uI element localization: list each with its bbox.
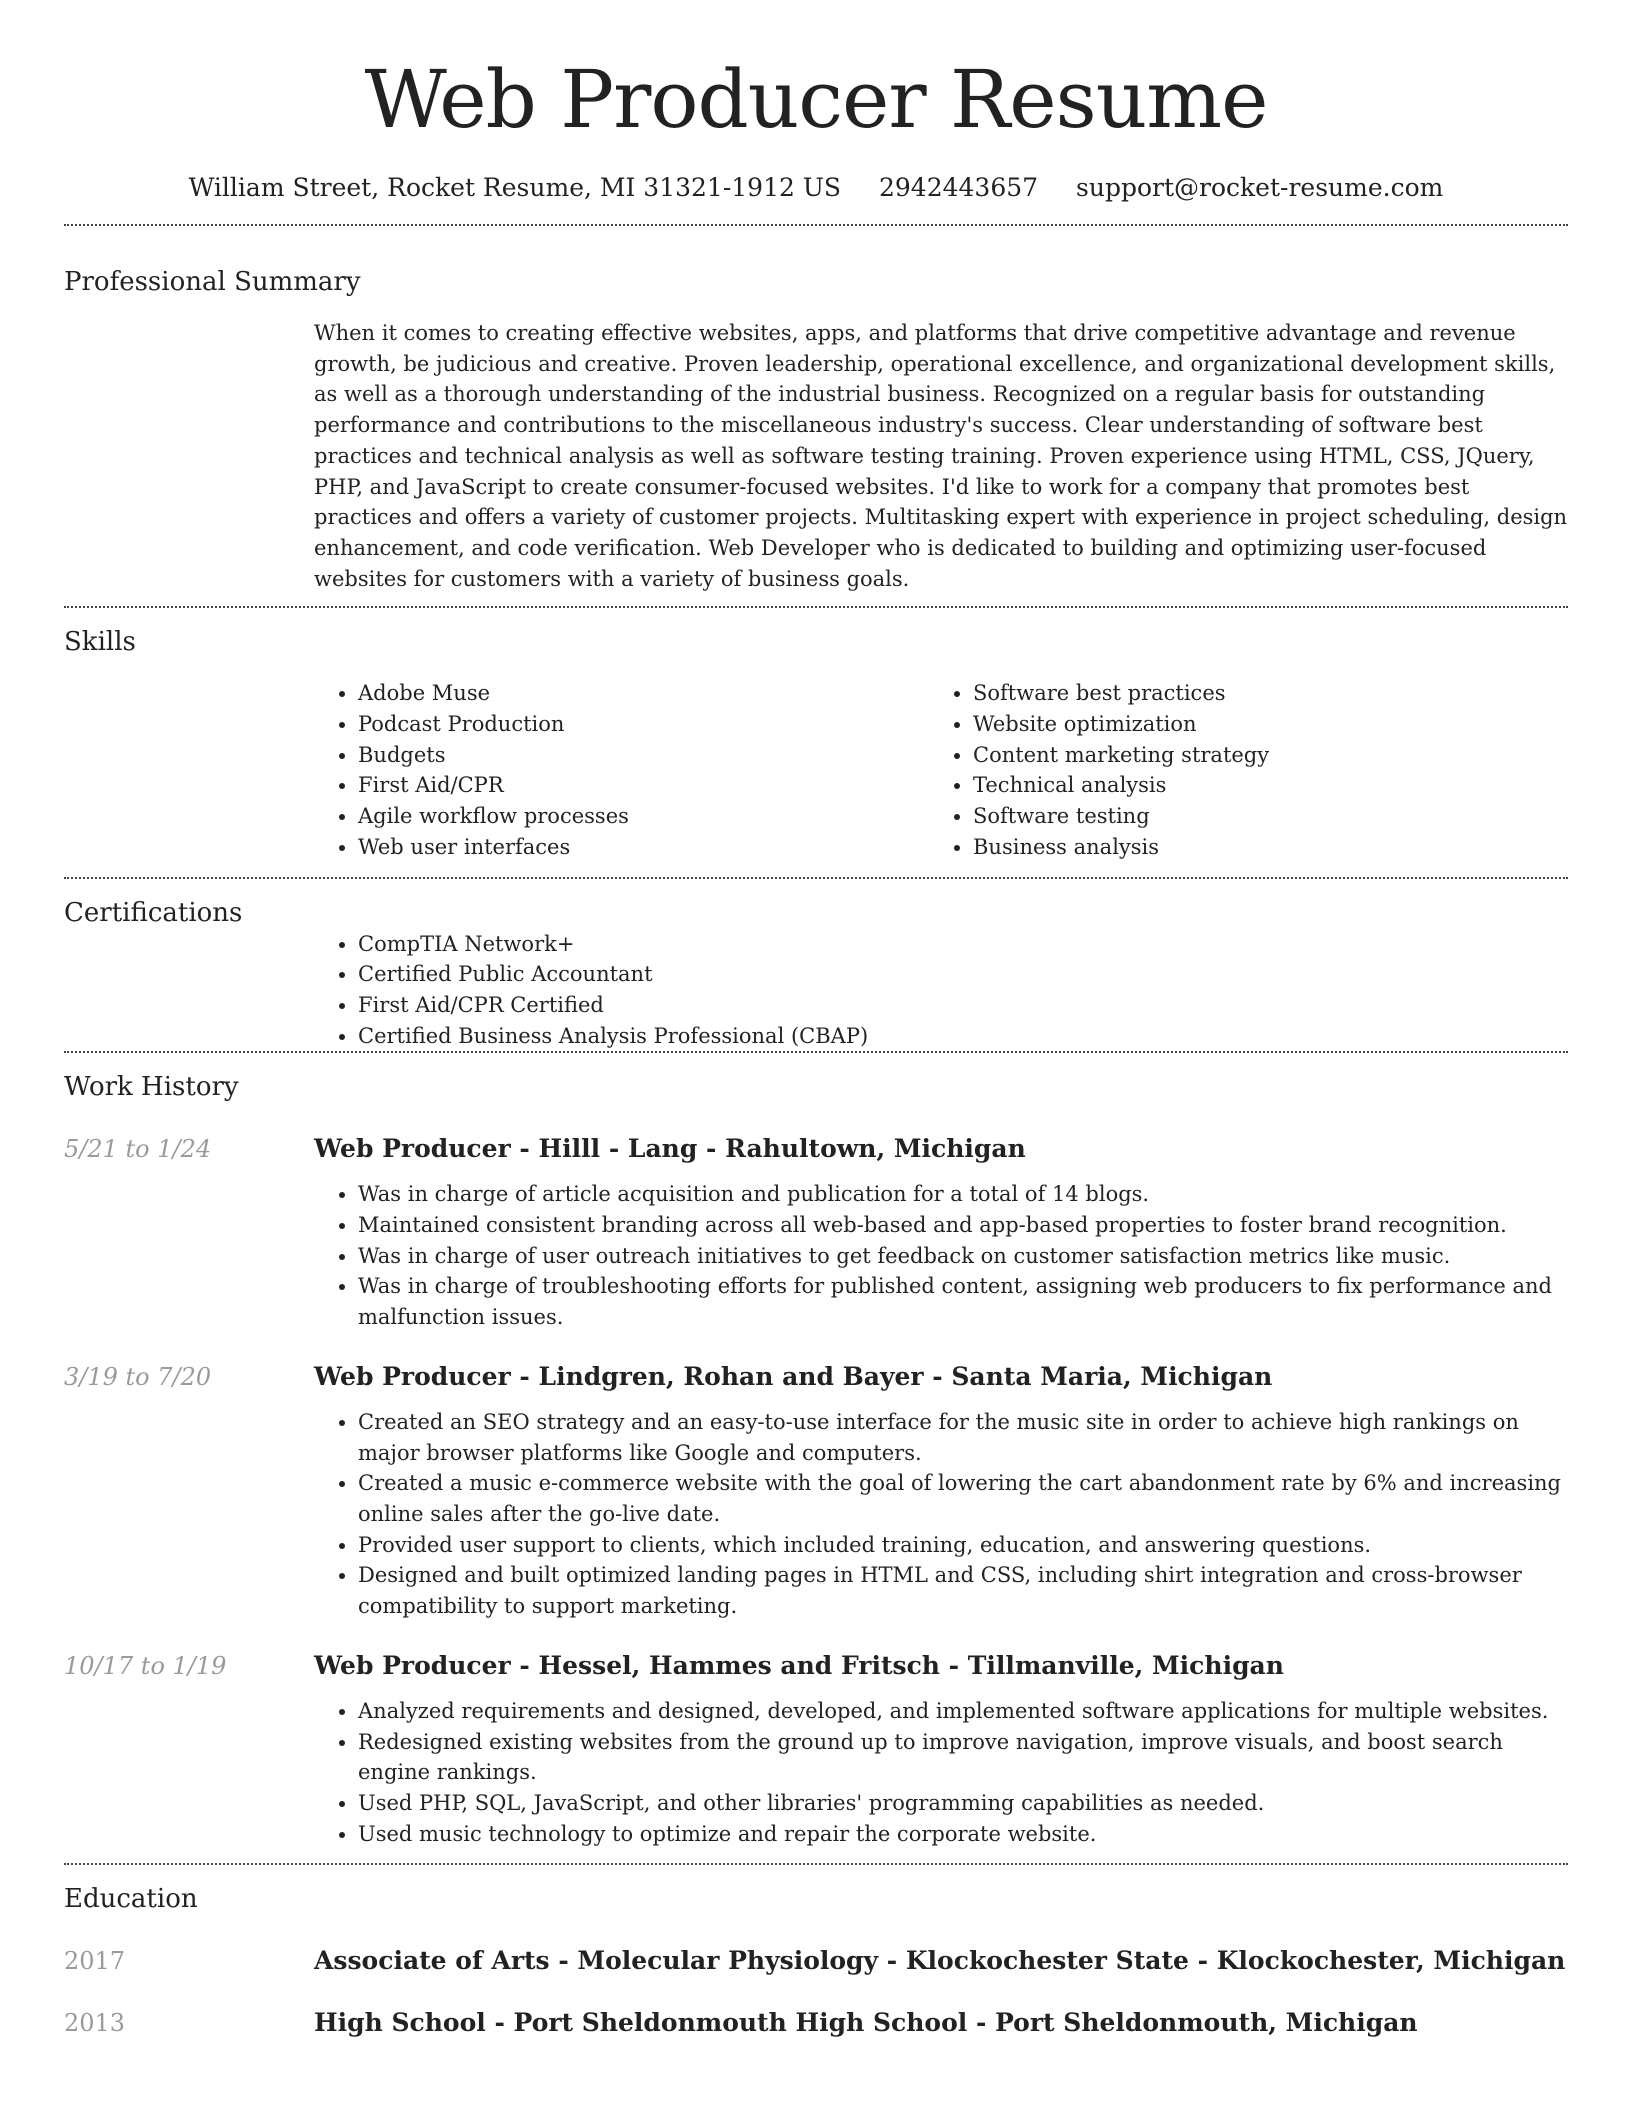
job-bullets xyxy=(314,1179,1568,1333)
resume-header xyxy=(0,0,1632,204)
skills-grid xyxy=(314,678,1568,862)
job-bullet: • Redesigned existing websites from the ground up to improve navigation, improve visuals, and boost search engine rankings. xyxy=(358,1727,1568,1788)
certification-item: • First Aid/CPR Certified xyxy=(358,990,1568,1021)
job-bullets xyxy=(314,1696,1568,1850)
job-bullet: • Provided user support to clients, which included training, education, and answering questions. xyxy=(358,1530,1568,1561)
education-heading: Education xyxy=(64,1884,198,1915)
job-title: Web Producer - Hilll - Lang - Rahultown, Michigan xyxy=(314,1134,1026,1164)
contact-info xyxy=(0,172,1632,204)
job-title: Web Producer - Hessel, Hammes and Fritsch - Tillmanville, Michigan xyxy=(314,1650,1284,1680)
skill-item: • Budgets xyxy=(358,740,929,771)
summary-heading: Professional Summary xyxy=(64,267,361,297)
certification-item: • CompTIA Network+ xyxy=(358,929,1568,960)
summary-section xyxy=(64,226,1568,594)
skill-item: • Adobe Muse xyxy=(358,678,929,709)
skill-item: • Website optimization xyxy=(973,709,1544,740)
job-bullet: • Analyzed requirements and designed, developed, and implemented software applications for multiple websites. xyxy=(358,1696,1568,1727)
contact-phone: 2942443657 xyxy=(879,173,1039,202)
education-section xyxy=(64,1865,1568,2039)
certification-item: • Certified Public Accountant xyxy=(358,959,1568,990)
skills-heading: Skills xyxy=(64,627,136,658)
skills-section xyxy=(64,608,1568,862)
skill-item: • Software best practices xyxy=(973,678,1544,709)
job-bullet: • Created an SEO strategy and an easy-to-use interface for the music site in order to achieve high rankings on major browser platforms like Google and computers. xyxy=(358,1407,1568,1468)
job-title: Web Producer - Lindgren, Rohan and Bayer - Santa Maria, Michigan xyxy=(314,1361,1273,1391)
job-bullet: • Created a music e-commerce website with the goal of lowering the cart abandonment rate by 6% and increasing online sales after the go-live date. xyxy=(358,1468,1568,1529)
skill-item: • Podcast Production xyxy=(358,709,929,740)
education-year: 2013 xyxy=(64,2009,126,2038)
job-bullet: • Was in charge of user outreach initiatives to get feedback on customer satisfaction metrics like music. xyxy=(358,1241,1568,1272)
resume-title: Web Producer Resume xyxy=(364,53,1268,146)
job-bullet: • Used PHP, SQL, JavaScript, and other libraries' programming capabilities as needed. xyxy=(358,1788,1568,1819)
work-history-section xyxy=(64,1053,1568,1863)
job-bullet: • Designed and built optimized landing pages in HTML and CSS, including shirt integration and cross-browser compatibility to support marketing. xyxy=(358,1560,1568,1621)
job-bullet: • Was in charge of troubleshooting efforts for published content, assigning web producers to fix performance and malfunction issues. xyxy=(358,1271,1568,1332)
job-bullet: • Used music technology to optimize and repair the corporate website. xyxy=(358,1819,1568,1850)
skill-item: • Business analysis xyxy=(973,832,1544,863)
skill-item: • Technical analysis xyxy=(973,770,1544,801)
education-year: 2017 xyxy=(64,1947,126,1976)
job-dates: 5/21 to 1/24 xyxy=(64,1135,212,1164)
job-dates: 10/17 to 1/19 xyxy=(64,1651,227,1680)
skill-item: • Agile workflow processes xyxy=(358,801,929,832)
work-history-heading: Work History xyxy=(64,1072,239,1103)
education-entry xyxy=(64,1945,1568,1977)
skill-item: • Web user interfaces xyxy=(358,832,929,863)
job-bullets xyxy=(314,1407,1568,1622)
certifications-heading: Certifications xyxy=(64,897,243,928)
certification-item: • Certified Business Analysis Professional (CBAP) xyxy=(358,1021,1568,1052)
job-bullet: • Maintained consistent branding across all web-based and app-based properties to foster brand recognition. xyxy=(358,1210,1568,1241)
contact-email: support@rocket-resume.com xyxy=(1076,173,1444,202)
summary-text: When it comes to creating effective websites, apps, and platforms that drive competitive advantage and revenue growth, be judicious and creative. Proven leadership, operational excellence, and organizational development skills, as well as a thorough understanding of the industrial business. Recognized on a regular basis for outstanding performance and contributions to the miscellaneous industry's success. Clear understanding of software best practices and technical analysis as well as software testing training. Proven experience using HTML, CSS, JQuery, PHP, and JavaScript to create consumer-focused websites. I'd like to work for a company that promotes best practices and offers a variety of customer projects. Multitasking expert with experience in project scheduling, design enhancement, and code verification. Web Developer who is dedicated to building and optimizing user-focused websites for customers with a variety of business goals. xyxy=(314,321,1568,591)
education-title: Associate of Arts - Molecular Physiology - Klockochester State - Klockochester, Michigan xyxy=(314,1946,1566,1976)
contact-address: William Street, Rocket Resume, MI 31321-1912 US xyxy=(188,173,842,202)
skill-item: • Software testing xyxy=(973,801,1544,832)
certifications-list xyxy=(314,929,1568,1052)
education-entry xyxy=(64,2007,1568,2039)
job-dates: 3/19 to 7/20 xyxy=(64,1362,212,1391)
skills-list-right xyxy=(929,678,1544,862)
job-entry xyxy=(64,1133,1568,1333)
skill-item: • Content marketing strategy xyxy=(973,740,1544,771)
job-entry xyxy=(64,1650,1568,1864)
education-title: High School - Port Sheldonmouth High School - Port Sheldonmouth, Michigan xyxy=(314,2008,1418,2038)
job-entry xyxy=(64,1361,1568,1622)
certifications-section xyxy=(64,879,1568,1052)
skills-list-left xyxy=(314,678,929,862)
skill-item: • First Aid/CPR xyxy=(358,770,929,801)
job-bullet: • Was in charge of article acquisition and publication for a total of 14 blogs. xyxy=(358,1179,1568,1210)
